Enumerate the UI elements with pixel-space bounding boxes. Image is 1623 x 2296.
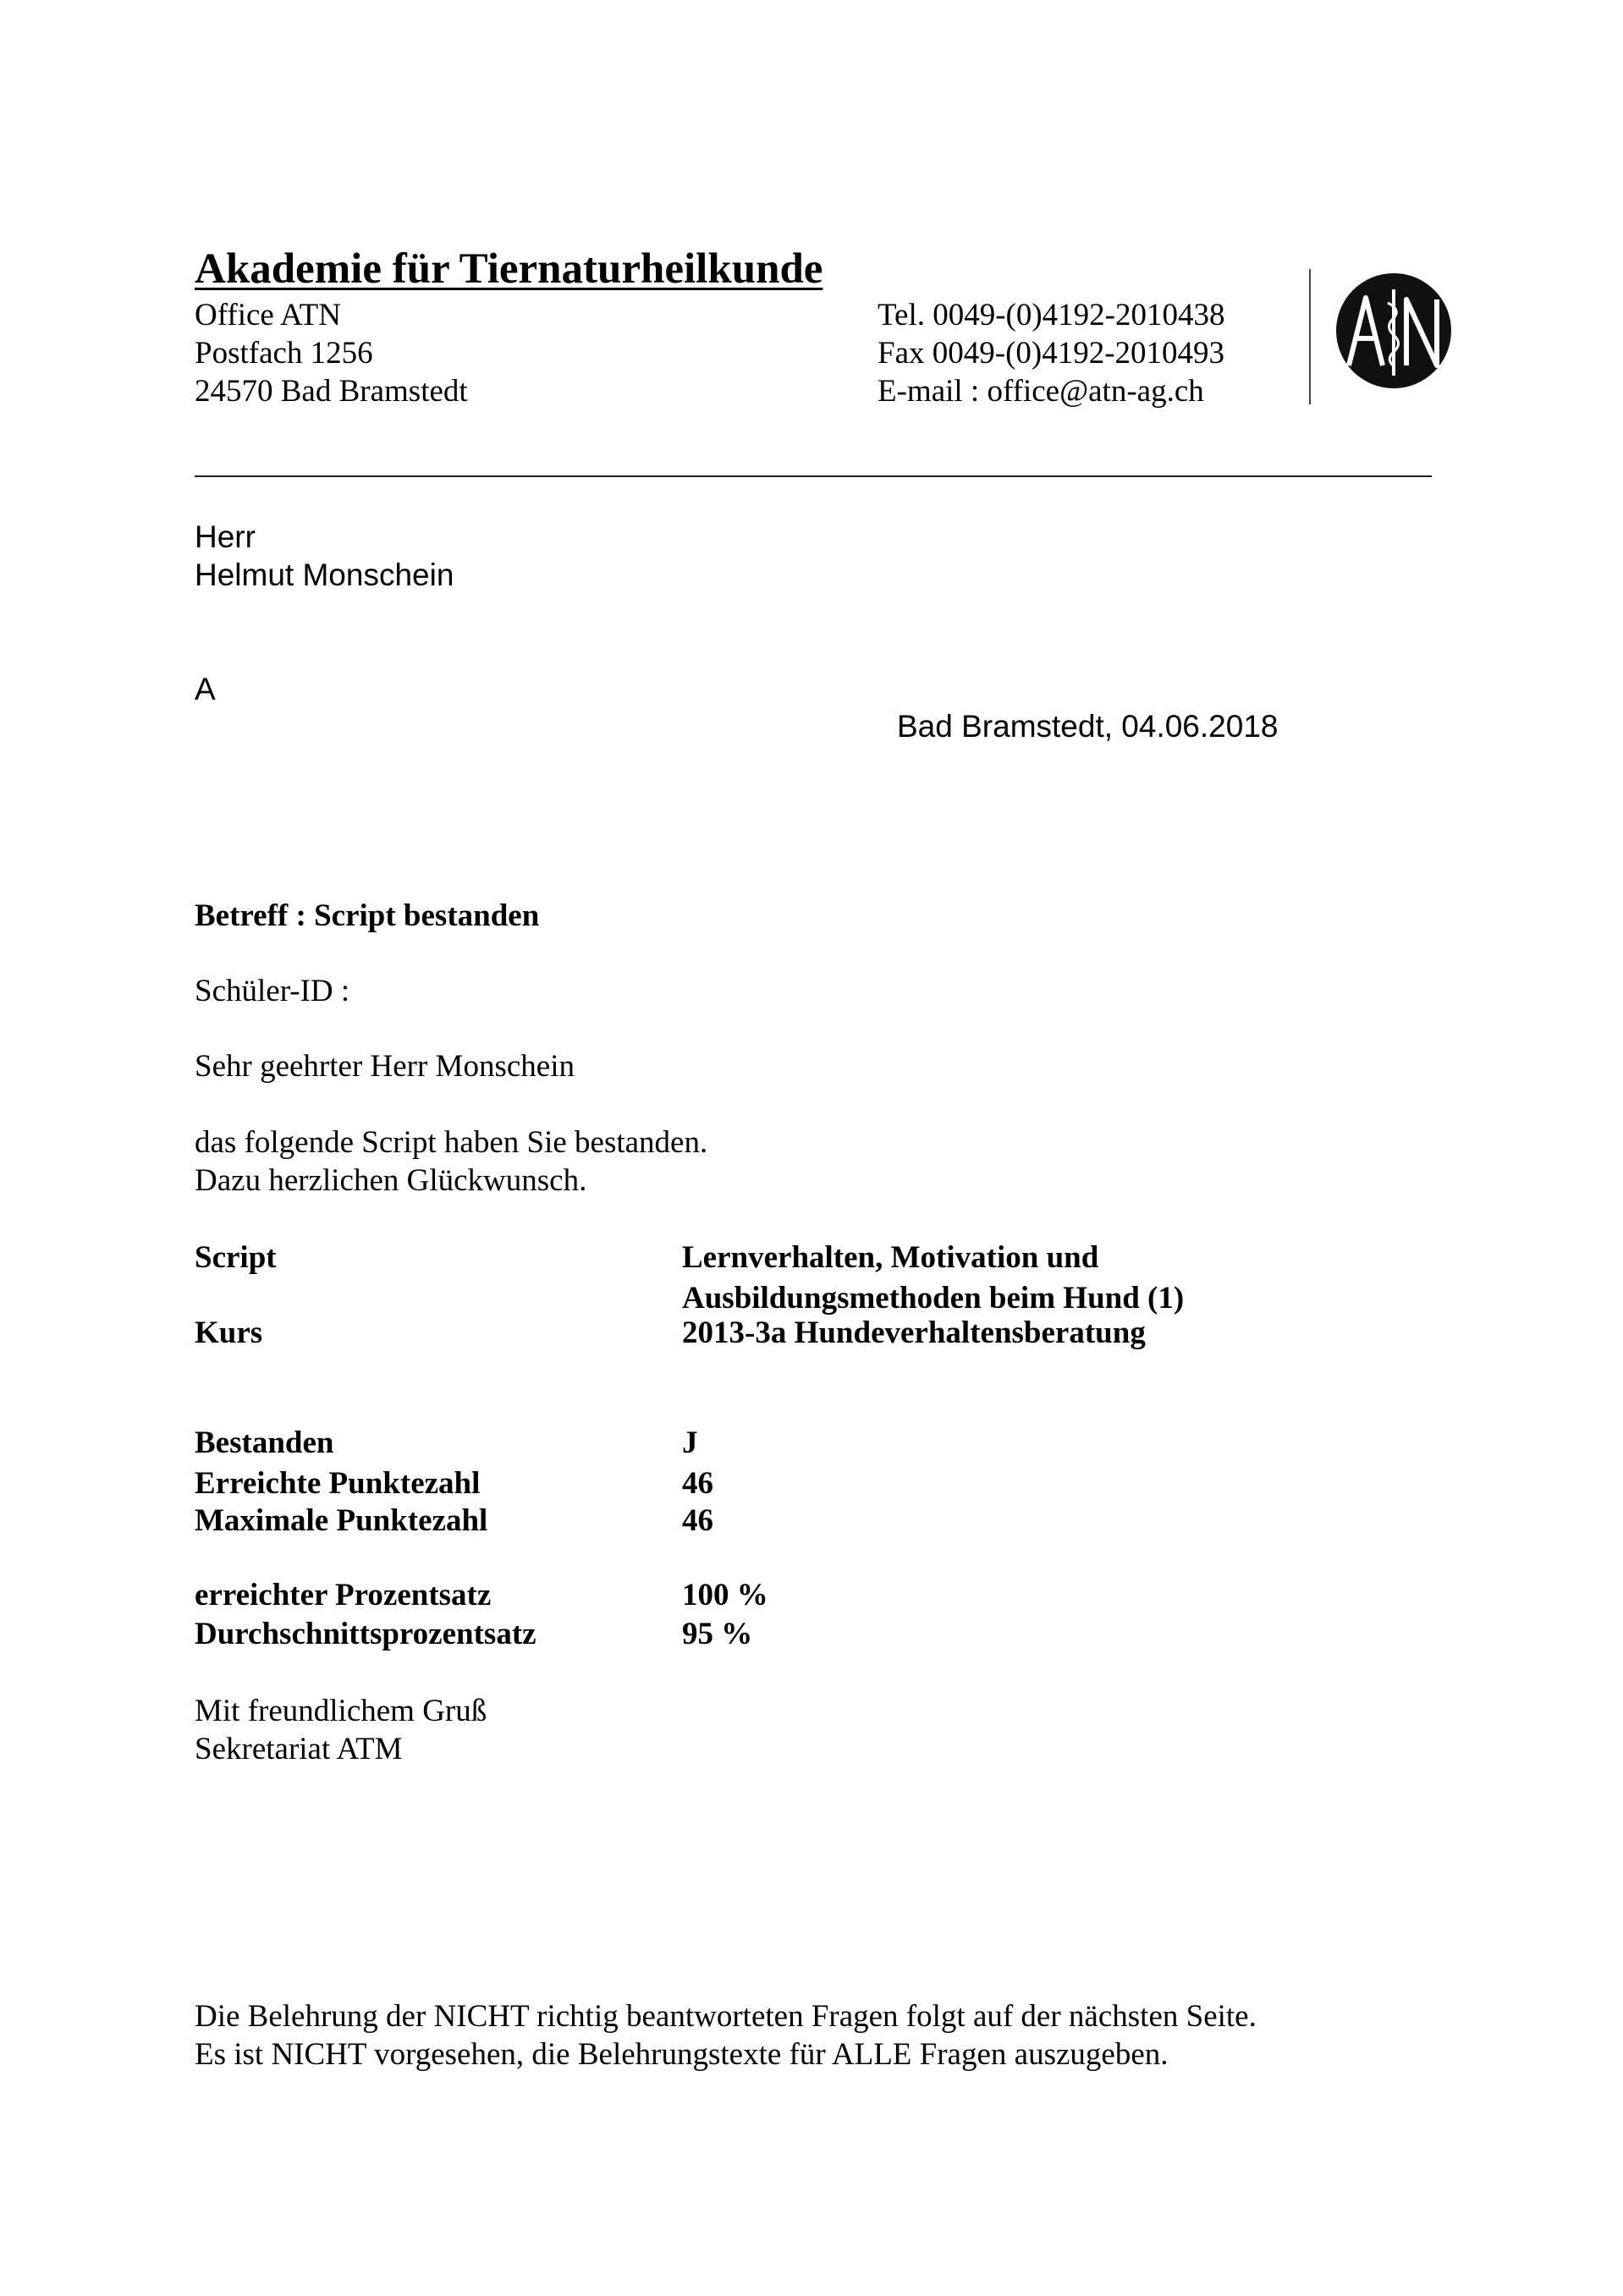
percent-value: 100 %: [682, 1578, 768, 1612]
sender-postbox: Postfach 1256: [195, 336, 373, 371]
atn-logo-icon: [1334, 271, 1454, 391]
header-divider: [1309, 269, 1311, 404]
contact-fax: Fax 0049-(0)4192-2010493: [878, 336, 1225, 371]
separator-line: [195, 475, 1432, 477]
passed-label: Bestanden: [195, 1425, 334, 1460]
script-value-line-2: Ausbildungsmethoden beim Hund (1): [682, 1281, 1185, 1316]
sender-city: 24570 Bad Bramstedt: [195, 374, 468, 409]
recipient-country: A: [195, 672, 216, 706]
contact-phone: Tel. 0049-(0)4192-2010438: [878, 298, 1225, 332]
footer-note-2: Es ist NICHT vorgesehen, die Belehrungstexte für ALLE Fragen auszugeben.: [195, 2037, 1169, 2072]
closing-line-1: Mit freundlichem Gruß: [195, 1694, 487, 1728]
passed-value: J: [682, 1425, 698, 1460]
max-points-value: 46: [682, 1503, 713, 1538]
organization-name: Akademie für Tiernaturheilkunde: [195, 245, 823, 293]
script-value-line-1: Lernverhalten, Motivation und: [682, 1240, 1099, 1275]
script-label: Script: [195, 1240, 277, 1275]
percent-label: erreichter Prozentsatz: [195, 1578, 492, 1612]
course-label: Kurs: [195, 1316, 263, 1350]
course-value: 2013-3a Hundeverhaltensberatung: [682, 1316, 1146, 1350]
footer-note-1: Die Belehrung der NICHT richtig beantworteten Fragen folgt auf der nächsten Seite.: [195, 1999, 1257, 2034]
intro-line-2: Dazu herzlichen Glückwunsch.: [195, 1163, 587, 1198]
contact-email: E-mail : office@atn-ag.ch: [878, 374, 1204, 409]
points-label: Erreichte Punktezahl: [195, 1466, 481, 1501]
subject-line: Betreff : Script bestanden: [195, 898, 540, 933]
max-points-label: Maximale Punktezahl: [195, 1503, 488, 1538]
student-id: Schüler-ID :: [195, 974, 350, 1008]
points-value: 46: [682, 1466, 713, 1501]
average-percent-value: 95 %: [682, 1617, 753, 1651]
average-percent-label: Durchschnittsprozentsatz: [195, 1617, 536, 1651]
greeting: Sehr geehrter Herr Monschein: [195, 1049, 575, 1084]
date-line: Bad Bramstedt, 04.06.2018: [897, 709, 1279, 744]
recipient-name: Helmut Monschein: [195, 558, 454, 592]
atn-logo: [1334, 271, 1454, 391]
intro-line-1: das folgende Script haben Sie bestanden.: [195, 1125, 708, 1160]
sender-office: Office ATN: [195, 298, 341, 332]
closing-line-2: Sekretariat ATM: [195, 1732, 403, 1766]
recipient-salutation: Herr: [195, 519, 256, 554]
